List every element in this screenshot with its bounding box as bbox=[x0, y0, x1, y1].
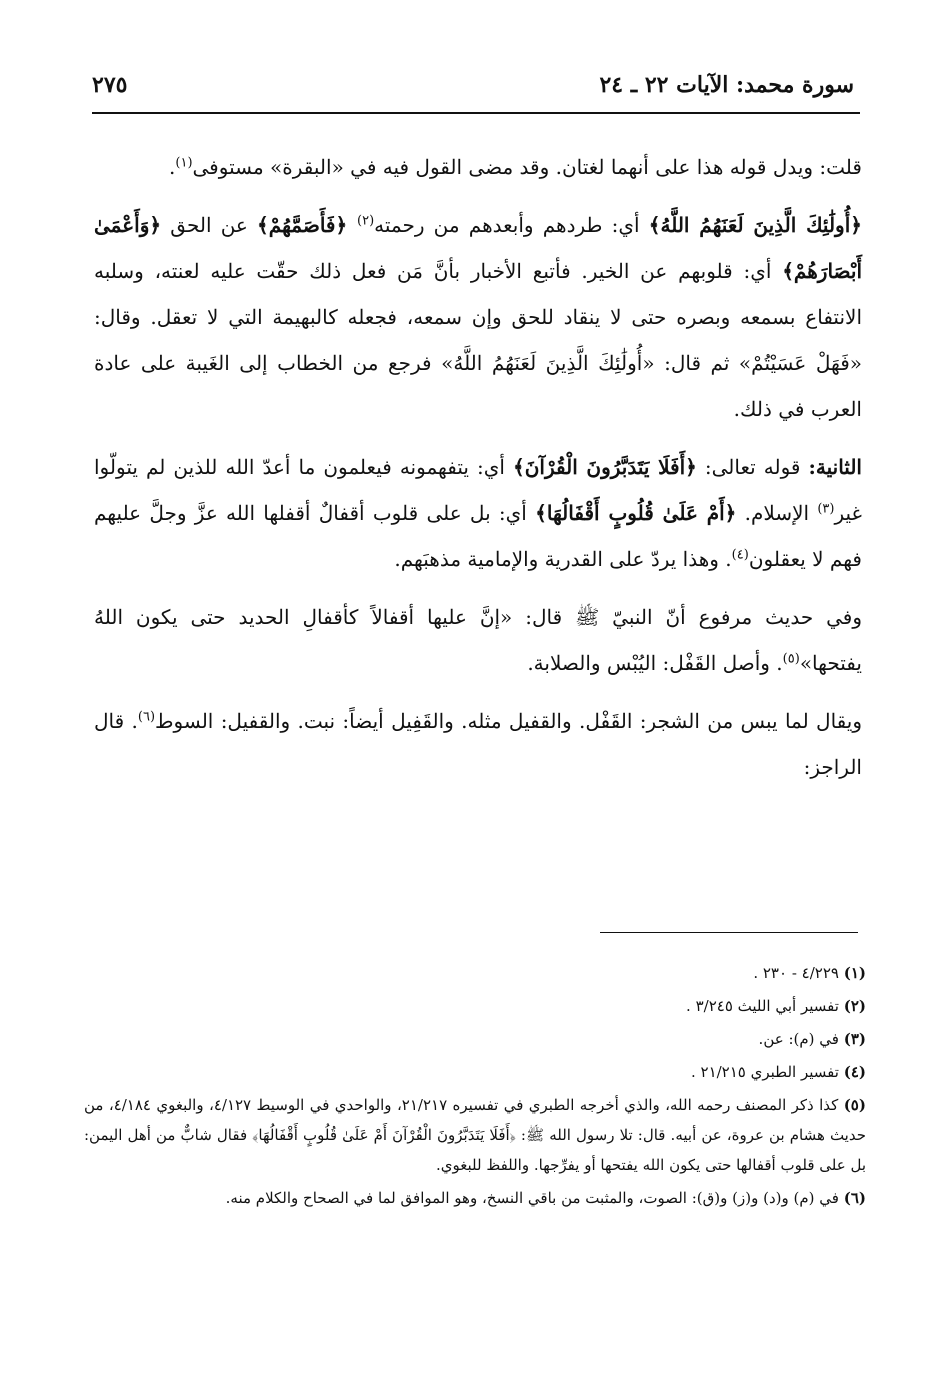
paragraph-text: أي: يتفهمونه فيعلمون ما أعدّ الله للذين لم يتولّوا غير bbox=[94, 455, 862, 525]
paragraph-text: أي: طردهم وأبعدهم من رحمته bbox=[374, 213, 649, 237]
running-header bbox=[92, 72, 854, 106]
quran-verse: ﴿أُولَٰئِكَ الَّذِينَ لَعَنَهُمُ اللَّهُ﴾ bbox=[648, 213, 862, 237]
footnote-6 bbox=[84, 1183, 866, 1213]
quran-verse: ﴿أَمْ عَلَىٰ قُلُوبٍ أَقْفَالُهَا﴾ bbox=[535, 501, 737, 525]
footnote-number: (٣) bbox=[843, 1030, 866, 1048]
paragraph-text: عن الحق bbox=[161, 213, 258, 237]
paragraph-text: أي: قلوبهم عن الخير. فأتبع الأخبار بأنَّ مَن فعل ذلك حقّت عليه لعنته، وسلبه الانتفاع بسمعه وبصره حتى لا ينقاد للحق وإن سمعه، فجعله كالبهيمة التي لا تعقل. وقال: «فَهَلْ عَسَيْتُمْ» ثم قال: «أُولَٰئِكَ الَّذِينَ لَعَنَهُمُ اللَّهُ» فرجع من الخطاب إلى الغَيبة على عادة العرب في ذلك. bbox=[94, 259, 863, 421]
footnote-2 bbox=[84, 991, 866, 1021]
paragraph-text: . قال الراجز: bbox=[94, 709, 862, 779]
paragraph-1 bbox=[94, 144, 862, 190]
footnote-divider bbox=[600, 932, 858, 933]
footnote-ref-4[interactable]: (٤) bbox=[731, 547, 749, 563]
paragraph-2 bbox=[94, 202, 862, 432]
paragraph-text: أي: بل على قلوب أقفالٌ أقفلها الله عزَّ وجلَّ عليهم فهم لا يعقلون bbox=[94, 501, 862, 571]
quran-verse: ﴿فَأَصَمَّهُمْ﴾ bbox=[257, 213, 357, 237]
paragraph-text: ويقال لما يبس من الشجر: القَفْل. والقفيل مثله. والقَفِيل أيضاً: نبت. والقفيل: السوط bbox=[155, 709, 863, 733]
footnote-text: ٤/٢٢٩ - ٢٣٠ . bbox=[753, 964, 839, 982]
footnote-ref-1[interactable]: (١) bbox=[175, 155, 193, 171]
footnote-ref-3[interactable]: (٣) bbox=[817, 501, 835, 517]
section-lead: الثانية: bbox=[808, 455, 862, 479]
page-number: ٢٧٥ bbox=[92, 72, 128, 98]
paragraph-text: وفي حديث مرفوع أنّ النبيّ ﷺ قال: «إنَّ عليها أقفالاً كأقفالِ الحديد حتى يكون اللهُ يفتحها» bbox=[94, 605, 862, 675]
footnote-ref-2[interactable]: (٢) bbox=[357, 213, 375, 229]
main-text bbox=[94, 144, 862, 802]
paragraph-text: . وهذا يردّ على القدرية والإمامية مذهبَهم. bbox=[394, 547, 732, 571]
footnote-number: (٥) bbox=[843, 1096, 866, 1114]
paragraph-text: . وأصل القَفْل: اليُبْس والصلابة. bbox=[527, 651, 783, 675]
footnote-5 bbox=[84, 1090, 866, 1180]
footnote-4 bbox=[84, 1057, 866, 1087]
footnotes bbox=[84, 958, 866, 1216]
paragraph-text: . bbox=[169, 155, 176, 179]
footnote-number: (٢) bbox=[843, 997, 866, 1015]
paragraph-3 bbox=[94, 444, 862, 582]
paragraph-text: الإسلام. bbox=[736, 501, 818, 525]
footnote-text: في (م) و(د) و(ز) و(ق): الصوت، والمثبت من باقي النسخ، وهو الموافق لما في الصحاح والكلام منه. bbox=[225, 1189, 839, 1207]
footnote-3 bbox=[84, 1024, 866, 1054]
footnote-text: تفسير أبي الليث ٣/٢٤٥ . bbox=[686, 997, 839, 1015]
paragraph-text: قلت: ويدل قوله هذا على أنهما لغتان. وقد مضى القول فيه في «البقرة» مستوفى bbox=[192, 155, 862, 179]
footnote-text: تفسير الطبري ٢١/٢١٥ . bbox=[690, 1063, 839, 1081]
footnote-1 bbox=[84, 958, 866, 988]
surah-heading: سورة محمد: الآيات ٢٢ ـ ٢٤ bbox=[599, 72, 854, 98]
footnote-text: في (م): عن. bbox=[758, 1030, 839, 1048]
footnote-number: (٤) bbox=[843, 1063, 866, 1081]
footnote-number: (١) bbox=[843, 964, 866, 982]
quran-verse: ﴿أَفَلَا يَتَدَبَّرُونَ الْقُرْآنَ﴾ bbox=[512, 455, 697, 479]
paragraph-text: قوله تعالى: bbox=[696, 455, 809, 479]
header-divider bbox=[92, 112, 860, 114]
footnote-ref-5[interactable]: (٥) bbox=[782, 651, 800, 667]
paragraph-4 bbox=[94, 594, 862, 686]
quran-verse: ﴿وَأَعْمَىٰ أَبْصَارَهُمْ﴾ bbox=[94, 213, 862, 283]
footnote-ref-6[interactable]: (٦) bbox=[137, 709, 156, 725]
footnote-number: (٦) bbox=[843, 1189, 866, 1207]
footnote-text: كذا ذكر المصنف رحمه الله، والذي أخرجه الطبري في تفسيره ٢١/٢١٧، والواحدي في الوسيط ٤/١٢٧، والبغوي ٤/١٨٤، من حديث هشام بن عروة، عن أبيه. قال: تلا رسول الله ﷺ: ﴿أَفَلَا يَتَدَبَّرُونَ الْقُرْآنَ أَمْ عَلَىٰ قُلُوبٍ أَقْفَالُهَا﴾ فقال شابٌّ من أهل اليمن: بل على قلوب أقفالها حتى يكون الله يفتحها أو يفرِّجها. واللفظ للبغوي. bbox=[84, 1096, 866, 1174]
paragraph-5 bbox=[94, 698, 862, 790]
